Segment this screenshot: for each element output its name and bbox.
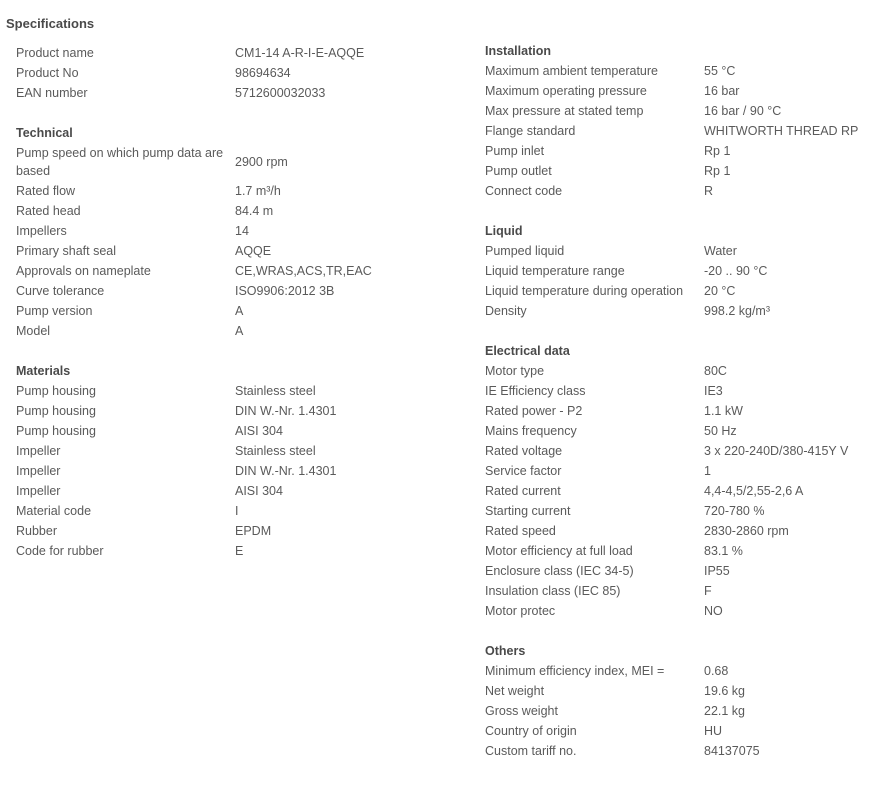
spec-value: F <box>704 584 712 598</box>
spec-label: Impellers <box>16 224 67 238</box>
spec-label: Net weight <box>485 684 545 698</box>
spec-value: 84137075 <box>704 744 760 758</box>
spec-value: 16 bar <box>704 84 740 98</box>
spec-row-pump-housing <box>16 401 456 421</box>
spec-label: Rated flow <box>16 184 76 198</box>
spec-row-motor-type <box>485 361 879 381</box>
others-section <box>485 641 879 761</box>
spec-value: A <box>235 324 244 338</box>
spec-row-model <box>16 321 456 341</box>
spec-value: 998.2 kg/m³ <box>704 304 771 318</box>
spec-row-max-operating-pressure <box>485 81 879 101</box>
spec-label: Minimum efficiency index, MEI = <box>485 664 665 678</box>
spec-row-curve-tolerance <box>16 281 456 301</box>
spec-value: 20 °C <box>704 284 736 298</box>
spec-label: Rated speed <box>485 524 556 538</box>
spec-row-service-factor <box>485 461 879 481</box>
spec-label: Rated power - P2 <box>485 404 583 418</box>
spec-value: 55 °C <box>704 64 736 78</box>
electrical-section <box>485 341 879 621</box>
spec-label: IE Efficiency class <box>485 384 586 398</box>
spec-label: Density <box>485 304 527 318</box>
spec-row-rated-flow <box>16 181 456 201</box>
spec-label: Product No <box>16 66 79 80</box>
spec-value: A <box>235 304 244 318</box>
spec-row-max-pressure-stated-temp <box>485 101 879 121</box>
spec-value: 1 <box>704 464 711 478</box>
spec-value: Water <box>704 244 737 258</box>
spec-value: ISO9906:2012 3B <box>235 284 335 298</box>
spec-row-pump-version <box>16 301 456 321</box>
spec-label: Connect code <box>485 184 563 198</box>
spec-label: Rated head <box>16 204 81 218</box>
spec-row-density <box>485 301 879 321</box>
spec-row-code-for-rubber <box>16 541 456 561</box>
spec-label: Liquid temperature during operation <box>485 284 684 298</box>
spec-label: Pump outlet <box>485 164 552 178</box>
liquid-section <box>485 221 879 321</box>
spec-label: Gross weight <box>485 704 558 718</box>
spec-value: 80C <box>704 364 727 378</box>
spec-row-rubber <box>16 521 456 541</box>
spec-value: CM1-14 A-R-I-E-AQQE <box>235 46 365 60</box>
spec-value: 84.4 m <box>235 204 274 218</box>
spec-label: Flange standard <box>485 124 576 138</box>
section-title-installation: Installation <box>485 44 551 58</box>
spec-row-product-name <box>16 43 456 63</box>
spec-row-insulation-class <box>485 581 879 601</box>
spec-label: Liquid temperature range <box>485 264 625 278</box>
spec-row-rated-voltage <box>485 441 879 461</box>
spec-label: Custom tariff no. <box>485 744 577 758</box>
spec-value: 720-780 % <box>704 504 765 518</box>
spec-row-pump-speed <box>16 143 456 181</box>
spec-row-pumped-liquid <box>485 241 879 261</box>
spec-label: Material code <box>16 504 92 518</box>
spec-value: IP55 <box>704 564 730 578</box>
spec-label: Curve tolerance <box>16 284 105 298</box>
spec-label: Product name <box>16 46 94 60</box>
installation-section <box>485 41 879 201</box>
spec-row-rated-head <box>16 201 456 221</box>
spec-row-flange-standard <box>485 121 879 141</box>
spec-value: 2900 rpm <box>235 155 288 169</box>
spec-row-custom-tariff <box>485 741 879 761</box>
spec-row-pump-inlet <box>485 141 879 161</box>
spec-label: Starting current <box>485 504 571 518</box>
spec-label: Enclosure class (IEC 34-5) <box>485 564 634 578</box>
spec-row-mains-frequency <box>485 421 879 441</box>
spec-value: Stainless steel <box>235 384 316 398</box>
spec-row-motor-efficiency <box>485 541 879 561</box>
spec-label: Primary shaft seal <box>16 244 117 258</box>
spec-value: 16 bar / 90 °C <box>704 104 782 118</box>
spec-value: 14 <box>235 224 249 238</box>
spec-row-impeller <box>16 461 456 481</box>
spec-label: Motor efficiency at full load <box>485 544 633 558</box>
spec-label: Code for rubber <box>16 544 104 558</box>
spec-row-ie-efficiency-class <box>485 381 879 401</box>
spec-value: 0.68 <box>704 664 729 678</box>
spec-value: IE3 <box>704 384 723 398</box>
spec-label: Approvals on nameplate <box>16 264 151 278</box>
spec-value: 22.1 kg <box>704 704 746 718</box>
spec-value: 19.6 kg <box>704 684 746 698</box>
spec-value: 83.1 % <box>704 544 743 558</box>
spec-row-pump-housing <box>16 381 456 401</box>
materials-section <box>16 361 456 561</box>
spec-value: DIN W.-Nr. 1.4301 <box>235 404 337 418</box>
spec-row-ean-number <box>16 83 456 103</box>
spec-value: 3 x 220-240D/380-415Y V <box>704 444 849 458</box>
spec-value: 4,4-4,5/2,55-2,6 A <box>704 484 804 498</box>
spec-row-impeller <box>16 481 456 501</box>
right-column <box>485 41 879 781</box>
spec-row-approvals <box>16 261 456 281</box>
page-title: Specifications <box>6 16 95 31</box>
spec-label: Pump version <box>16 304 93 318</box>
spec-row-liquid-temp-operation <box>485 281 879 301</box>
spec-value: Rp 1 <box>704 164 731 178</box>
spec-value: I <box>235 504 239 518</box>
spec-label: Maximum operating pressure <box>485 84 647 98</box>
spec-label: Max pressure at stated temp <box>485 104 644 118</box>
spec-value: 2830-2860 rpm <box>704 524 789 538</box>
spec-label: Pump housing <box>16 384 96 398</box>
spec-label: Mains frequency <box>485 424 577 438</box>
spec-value: CE,WRAS,ACS,TR,EAC <box>235 264 372 278</box>
spec-value: Rp 1 <box>704 144 731 158</box>
spec-value: AQQE <box>235 244 272 258</box>
spec-label: Country of origin <box>485 724 577 738</box>
spec-value: 5712600032033 <box>235 86 326 100</box>
section-title-electrical: Electrical data <box>485 344 570 358</box>
spec-value: 1.1 kW <box>704 404 743 418</box>
spec-row-enclosure-class <box>485 561 879 581</box>
spec-row-impellers <box>16 221 456 241</box>
section-title-liquid: Liquid <box>485 224 523 238</box>
spec-label: Pump housing <box>16 404 96 418</box>
spec-value: 1.7 m³/h <box>235 184 281 198</box>
spec-label: Rated voltage <box>485 444 563 458</box>
spec-label: Rated current <box>485 484 561 498</box>
spec-label: Impeller <box>16 484 61 498</box>
spec-row-primary-shaft-seal <box>16 241 456 261</box>
spec-row-rated-speed <box>485 521 879 541</box>
spec-label: Motor protec <box>485 604 556 618</box>
spec-value: 98694634 <box>235 66 291 80</box>
spec-value: Stainless steel <box>235 444 316 458</box>
spec-value: EPDM <box>235 524 272 538</box>
spec-label: Motor type <box>485 364 545 378</box>
spec-row-gross-weight <box>485 701 879 721</box>
spec-value: DIN W.-Nr. 1.4301 <box>235 464 337 478</box>
spec-label: Maximum ambient temperature <box>485 64 658 78</box>
spec-row-mei <box>485 661 879 681</box>
spec-row-connect-code <box>485 181 879 201</box>
spec-value: R <box>704 184 714 198</box>
identification-section <box>16 43 456 103</box>
spec-row-net-weight <box>485 681 879 701</box>
spec-label: Pumped liquid <box>485 244 565 258</box>
spec-row-motor-protec <box>485 601 879 621</box>
spec-row-max-ambient-temp <box>485 61 879 81</box>
spec-label: Insulation class (IEC 85) <box>485 584 621 598</box>
left-column <box>16 43 456 581</box>
spec-value: HU <box>704 724 723 738</box>
spec-row-liquid-temp-range <box>485 261 879 281</box>
spec-value: WHITWORTH THREAD RP <box>704 124 859 138</box>
spec-row-country-of-origin <box>485 721 879 741</box>
spec-label: Pump housing <box>16 424 96 438</box>
spec-row-impeller <box>16 441 456 461</box>
spec-row-product-no <box>16 63 456 83</box>
spec-label: Impeller <box>16 444 61 458</box>
spec-value: NO <box>704 604 723 618</box>
spec-label: Model <box>16 324 51 338</box>
spec-value: 50 Hz <box>704 424 737 438</box>
section-title-materials: Materials <box>16 364 71 378</box>
spec-label: Pump inlet <box>485 144 545 158</box>
spec-row-material-code <box>16 501 456 521</box>
spec-value: AISI 304 <box>235 424 283 438</box>
spec-label: EAN number <box>16 86 88 100</box>
spec-label: Impeller <box>16 464 61 478</box>
spec-value: -20 .. 90 °C <box>704 264 768 278</box>
spec-label: Service factor <box>485 464 562 478</box>
spec-row-starting-current <box>485 501 879 521</box>
spec-value: AISI 304 <box>235 484 283 498</box>
spec-row-rated-power <box>485 401 879 421</box>
section-title-technical: Technical <box>16 126 73 140</box>
technical-section <box>16 123 456 341</box>
spec-value: E <box>235 544 244 558</box>
spec-row-rated-current <box>485 481 879 501</box>
spec-row-pump-outlet <box>485 161 879 181</box>
spec-row-pump-housing <box>16 421 456 441</box>
spec-label: Pump speed on which pump data are based <box>16 146 224 178</box>
section-title-others: Others <box>485 644 526 658</box>
spec-label: Rubber <box>16 524 57 538</box>
